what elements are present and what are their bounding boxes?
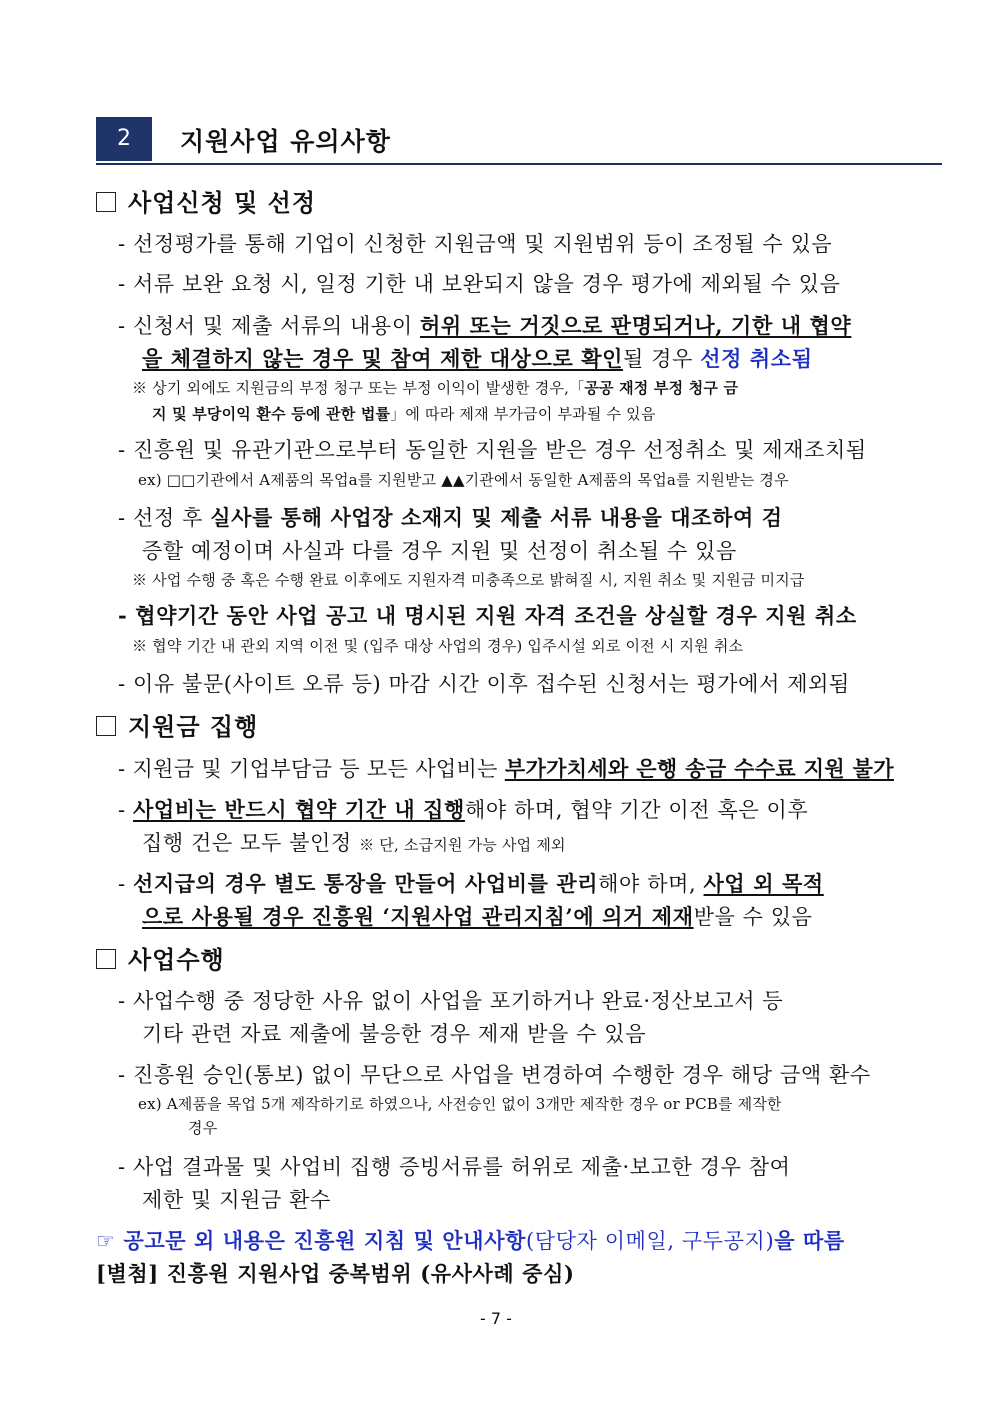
checkbox-square-icon [96, 192, 116, 212]
bullet-supplement: - 서류 보완 요청 시, 일정 기한 내 보완되지 않을 경우 평가에 제외될 수 있음 [118, 272, 841, 296]
bullet-false-report-line1: - 사업 결과물 및 사업비 집행 증빙서류를 허위로 제출·보고한 경우 참여 [118, 1155, 791, 1179]
bullet-qualification-loss: - 협약기간 동안 사업 공고 내 명시된 지원 자격 조건을 상실할 경우 지원 취소 [118, 603, 857, 628]
example-duplicate: ex) □□기관에서 A제품의 목업a를 지원받고 ▲▲기관에서 동일한 A제품의 목업a를 지원받는 경우 [138, 471, 789, 489]
note-penalty-line1: ※ 상기 외에도 지원금의 부정 청구 또는 부정 이익이 발생한 경우,「공공 재정 부정 청구 금 [132, 379, 739, 397]
heading-execution: 지원금 집행 [96, 707, 258, 742]
bullet-prepayment-line1: - 선지급의 경우 별도 통장을 만들어 사업비를 관리해야 하며, 사업 외 목적 [118, 871, 824, 896]
heading-performance: 사업수행 [96, 940, 225, 975]
section-title: 지원사업 유의사항 [180, 127, 391, 156]
bullet-abandon-line1: - 사업수행 중 정당한 사유 없이 사업을 포기하거나 완료·정산보고서 등 [118, 989, 784, 1013]
example-change-line2: 경우 [188, 1119, 218, 1137]
bullet-abandon-line2: 기타 관련 자료 제출에 불응한 경우 제재 받을 수 있음 [142, 1022, 647, 1046]
attachment-reference: [별첨] 진흥원 지원사업 중복범위 (유사사례 중심) [96, 1261, 575, 1286]
section-header [96, 117, 942, 165]
bullet-false-info-line1: - 신청서 및 제출 서류의 내용이 허위 또는 거짓으로 판명되거나, 기한 내 협약 [118, 313, 852, 338]
bullet-unauthorized-change: - 진흥원 승인(통보) 없이 무단으로 사업을 변경하여 수행한 경우 해당 금액 환수 [118, 1063, 871, 1087]
checkbox-square-icon [96, 716, 116, 736]
bullet-deadline: - 이유 불문(사이트 오류 등) 마감 시간 이후 접수된 신청서는 평가에서 제외됨 [118, 672, 850, 696]
bullet-period-line2: 집행 건은 모두 불인정 ※ 단, 소급지원 가능 사업 제외 [142, 831, 566, 855]
page-number: - 7 - [480, 1309, 512, 1328]
bullet-false-report-line2: 제한 및 지원금 환수 [142, 1188, 331, 1212]
example-change-line1: ex) A제품을 목업 5개 제작하기로 하였으나, 사전승인 없이 3개만 제작한 경우 or PCB를 제작한 [138, 1095, 782, 1113]
notice-guidelines: ☞ 공고문 외 내용은 진흥원 지침 및 안내사항(담당자 이메일, 구두공지)을 따름 [96, 1228, 845, 1253]
section-number: 2 [96, 117, 152, 161]
heading-application: 사업신청 및 선정 [96, 183, 316, 218]
pointing-hand-icon: ☞ [96, 1229, 116, 1253]
bullet-inspection-line1: - 선정 후 실사를 통해 사업장 소재지 및 제출 서류 내용을 대조하여 검 [118, 505, 783, 530]
bullet-inspection-line2: 증할 예정이며 사실과 다를 경우 지원 및 선정이 취소될 수 있음 [142, 539, 737, 563]
bullet-prepayment-line2: 으로 사용될 경우 진흥원 ‘지원사업 관리지침’에 의거 제재받을 수 있음 [142, 904, 813, 929]
note-eligibility: ※ 사업 수행 중 혹은 수행 완료 이후에도 지원자격 미충족으로 밝혀질 시, 지원 취소 및 지원금 미지급 [132, 571, 805, 589]
checkbox-square-icon [96, 949, 116, 969]
note-penalty-line2: 지 및 부당이익 환수 등에 관한 법률」에 따라 제재 부가금이 부과될 수 있음 [152, 405, 656, 423]
bullet-false-info-line2: 을 체결하지 않는 경우 및 참여 제한 대상으로 확인될 경우 선정 취소됨 [142, 346, 813, 371]
bullet-vat: - 지원금 및 기업부담금 등 모든 사업비는 부가가치세와 은행 송금 수수료 지원 불가 [118, 756, 894, 781]
bullet-period-line1: - 사업비는 반드시 협약 기간 내 집행해야 하며, 협약 기간 이전 혹은 이후 [118, 797, 809, 822]
bullet-adjustment: - 선정평가를 통해 기업이 신청한 지원금액 및 지원범위 등이 조정될 수 있음 [118, 232, 833, 256]
note-relocation: ※ 협약 기간 내 관외 지역 이전 및 (입주 대상 사업의 경우) 입주시설 외로 이전 시 지원 취소 [132, 637, 744, 655]
bullet-duplicate-support: - 진흥원 및 유관기관으로부터 동일한 지원을 받은 경우 선정취소 및 제재조치됨 [118, 438, 867, 462]
